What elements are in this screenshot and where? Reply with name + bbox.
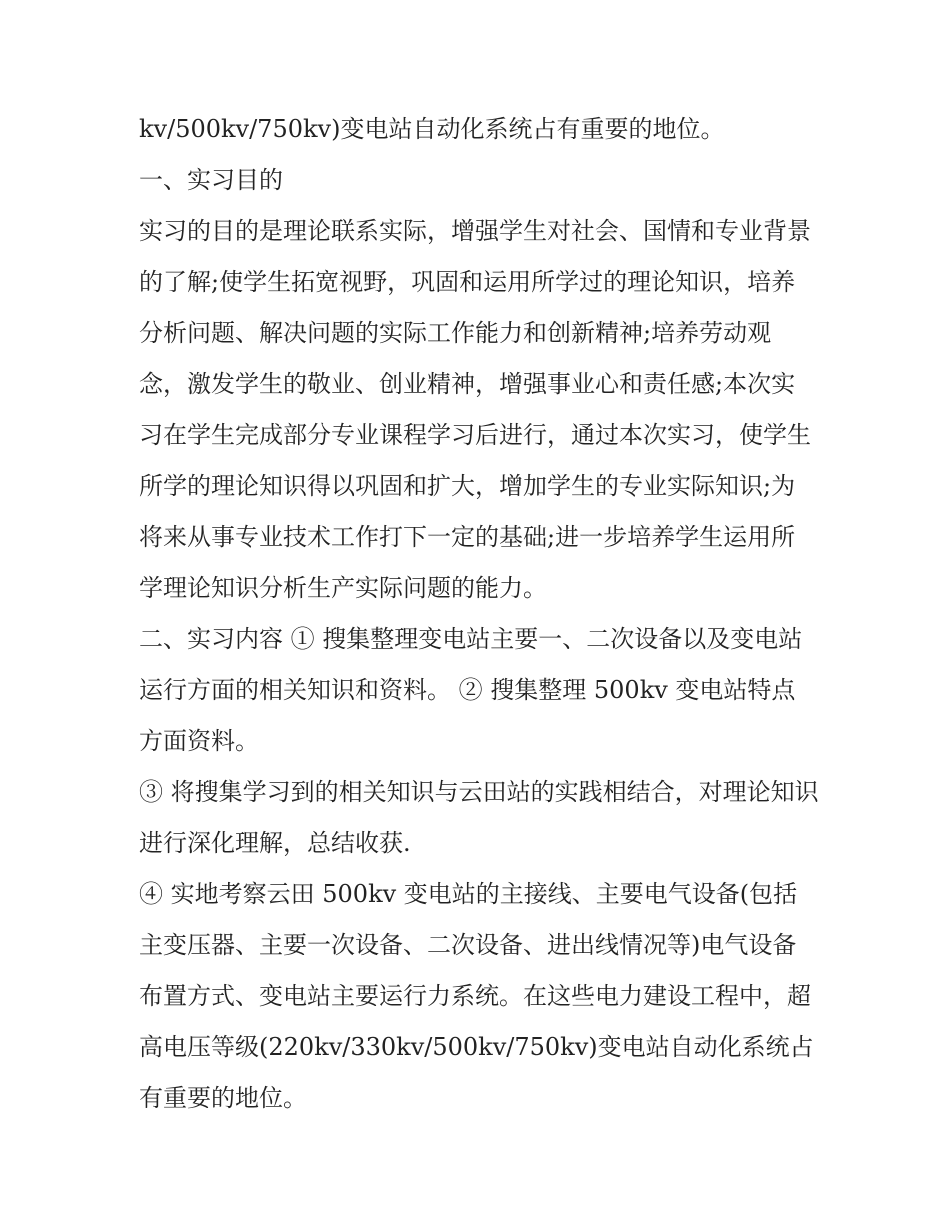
document-body	[139, 104, 819, 1124]
section-content-items-1-2: 二、实习内容 ① 搜集整理变电站主要一、二次设备以及变电站运行方面的相关知识和资料。 ② 搜集整理 500kv 变电站特点方面资料。	[139, 625, 803, 755]
paragraph-continuation: kv/500kv/750kv)变电站自动化系统占有重要的地位。	[139, 115, 725, 143]
paragraph-purpose: 实习的目的是理论联系实际，增强学生对社会、国情和专业背景的了解;使学生拓宽视野，巩固和运用所学过的理论知识，培养分析问题、解决问题的实际工作能力和创新精神;培养劳动观念，激发学生的敬业、创业精神，增强事业心和责任感;本次实习在学生完成部分专业课程学习后进行，通过本次实习，使学生所学的理论知识得以巩固和扩大，增加学生的专业实际知识;为将来从事专业技术工作打下一定的基础;进一步培养学生运用所学理论知识分析生产实际问题的能力。	[139, 217, 811, 602]
section-heading-purpose: 一、实习目的	[139, 166, 283, 194]
content-item-4: ④ 实地考察云田 500kv 变电站的主接线、主要电气设备(包括主变压器、主要一次设备、二次设备、进出线情况等)电气设备布置方式、变电站主要运行力系统。在这些电力建设工程中，超高电压等级(220kv/330kv/500kv/750kv)变电站自动化系统占有重要的地位。	[139, 880, 814, 1112]
content-item-3: ③ 将搜集学习到的相关知识与云田站的实践相结合，对理论知识进行深化理解，总结收获.	[139, 778, 819, 857]
